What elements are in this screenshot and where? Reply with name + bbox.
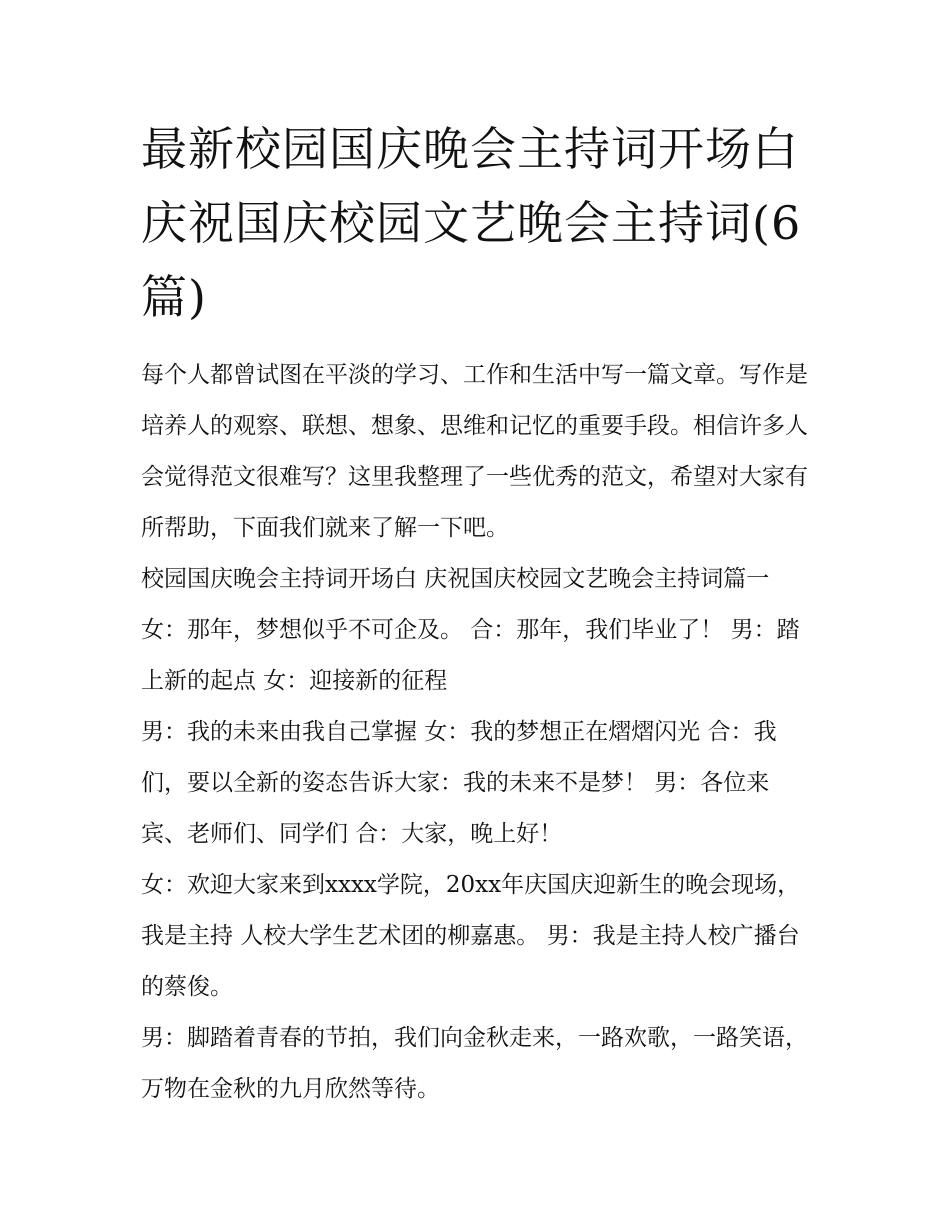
document-body — [141, 112, 813, 1115]
paragraph-2: 男：我的未来由我自己掌握 女：我的梦想正在熠熠闪光 合：我们，要以全新的姿态告诉大家：我的未来不是梦！ 男：各位来宾、老师们、同学们 合：大家，晚上好！ — [141, 719, 777, 847]
paragraph-1: 校园国庆晚会主持词开场白 庆祝国庆校园文艺晚会主持词篇一 女：那年，梦想似乎不可企及。 合：那年，我们毕业了！ 男：踏上新的起点 女：迎接新的征程 — [141, 566, 800, 694]
paragraph-intro: 每个人都曾试图在平淡的学习、工作和生活中写一篇文章。写作是培养人的观察、联想、想象、思维和记忆的重要手段。相信许多人会觉得范文很难写？这里我整理了一些优秀的范文，希望对大家有所帮助，下面我们就来了解一下吧。 — [141, 362, 808, 541]
paragraph-4: 男：脚踏着青春的节拍，我们向金秋走来，一路欢歌，一路笑语，万物在金秋的九月欣然等待。 — [141, 1025, 808, 1102]
document-title: 最新校园国庆晚会主持词开场白 庆祝国庆校园文艺晚会主持词(6篇) — [141, 122, 802, 324]
paragraph-3: 女：欢迎大家来到xxxx学院，20xx年庆国庆迎新生的晚会现场，我是主持 人校大学生艺术团的柳嘉惠。 男：我是主持人校广播台的蔡俊。 — [141, 872, 801, 1000]
